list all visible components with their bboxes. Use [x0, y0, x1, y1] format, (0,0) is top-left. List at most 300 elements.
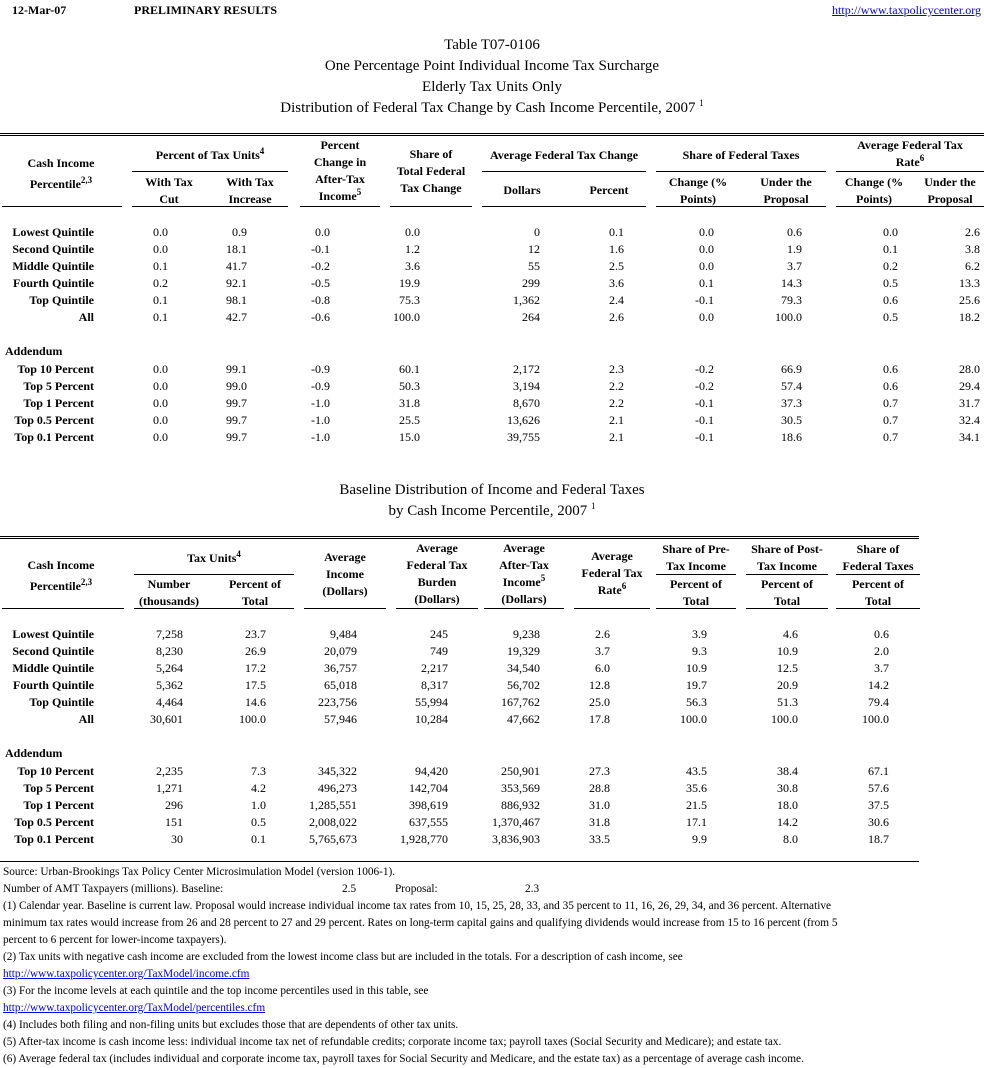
table-number: Table T07-0106: [444, 37, 540, 53]
table-cell: 33.5: [589, 832, 610, 846]
table-cell: 167,762: [501, 695, 540, 709]
table-cell: 3.9: [692, 627, 707, 641]
table-cell: 8.0: [783, 832, 798, 846]
table-cell: 0.6: [787, 225, 802, 239]
t2-rule: [134, 574, 294, 575]
table-cell: 34.1: [959, 430, 980, 444]
table-cell: 28.8: [589, 781, 610, 795]
t1-col-dollars: Dollars: [503, 183, 541, 197]
table-cell: 47,662: [507, 712, 540, 726]
table-cell: 264: [522, 310, 540, 324]
t2-rule: [574, 608, 650, 609]
t1-col-share-change-pts: Change (% Points): [668, 175, 728, 206]
table-cell: 1,362: [513, 293, 540, 307]
table-cell: 18.2: [959, 310, 980, 324]
table-cell: 43.5: [686, 764, 707, 778]
row-label: Middle Quintile: [12, 661, 94, 675]
table-cell: 3.7: [787, 259, 802, 273]
table-cell: 56,702: [507, 678, 540, 692]
table-cell: 0.1: [251, 832, 266, 846]
t2-col-cash-income: Cash Income Percentile$^{2,3}$: [27, 558, 95, 593]
table-cell: 0.1: [699, 276, 714, 290]
row-label: Top 1 Percent: [23, 396, 94, 410]
income-definition-link[interactable]: http://www.taxpolicycenter.org/TaxModel/income.cfm: [3, 968, 250, 980]
table-cell: 0.2: [153, 276, 168, 290]
row-label: Lowest Quintile: [12, 225, 94, 239]
row-label: Fourth Quintile: [12, 678, 94, 692]
table-cell: -0.6: [311, 310, 330, 324]
table-cell: 0.6: [883, 379, 898, 393]
table-cell: 250,901: [501, 764, 540, 778]
table-cell: 30,601: [150, 712, 183, 726]
t2-col-number: Number (thousands): [138, 577, 200, 608]
table-cell: 2,235: [156, 764, 183, 778]
table-cell: 3,194: [513, 379, 540, 393]
note-3: (3) For the income levels at each quintile and the top income percentiles used in this table, see: [3, 985, 429, 997]
table-cell: -0.1: [695, 396, 714, 410]
table-cell: 100.0: [239, 712, 266, 726]
table-cell: 21.5: [686, 798, 707, 812]
t1-rule: [132, 171, 288, 172]
table-cell: 57,946: [324, 712, 357, 726]
row-label: All: [78, 310, 94, 324]
table-cell: 9,238: [513, 627, 540, 641]
t2-col-share-fed-taxes: Share of Federal Taxes: [842, 542, 914, 573]
table-cell: 28.0: [959, 362, 980, 376]
table-cell: 50.3: [399, 379, 420, 393]
table-cell: 151: [165, 815, 183, 829]
table-cell: 0.7: [883, 396, 898, 410]
table-cell: 0.7: [883, 413, 898, 427]
table-cell: -0.5: [311, 276, 330, 290]
table-cell: 30.6: [868, 815, 889, 829]
t2-rule: [396, 608, 478, 609]
table-cell: 2.0: [874, 644, 889, 658]
table-cell: 0.1: [883, 242, 898, 256]
table-cell: 92.1: [226, 276, 247, 290]
table-cell: 2,217: [421, 661, 448, 675]
table-cell: 17.5: [245, 678, 266, 692]
table-cell: 0.0: [153, 379, 168, 393]
table-cell: 0.0: [153, 362, 168, 376]
table-cell: 353,569: [501, 781, 540, 795]
table-cell: 38.4: [777, 764, 798, 778]
table-cell: 17.1: [686, 815, 707, 829]
t2-col-share-post-tax: Share of Post- Tax Income: [751, 542, 823, 573]
table-cell: 25.6: [959, 293, 980, 307]
table-cell: 99.0: [226, 379, 247, 393]
table-cell: 0.1: [153, 310, 168, 324]
table-cell: -0.2: [695, 379, 714, 393]
table-cell: 37.5: [868, 798, 889, 812]
row-label: Middle Quintile: [12, 259, 94, 273]
table-cell: 8,317: [421, 678, 448, 692]
table-description: Distribution of Federal Tax Change by Cash Income Percentile, 2007 $^1$: [280, 98, 704, 116]
note-6: (6) Average federal tax (includes individual and corporate income tax, payroll taxes for Social Security and Medicare, and the estate tax) as a percentage of average cash income.: [3, 1053, 804, 1065]
table-cell: 56.3: [686, 695, 707, 709]
table-cell: 99.7: [226, 430, 247, 444]
table-cell: 67.1: [868, 764, 889, 778]
table-cell: 0.2: [883, 259, 898, 273]
t2-rule: [2, 608, 124, 609]
table-cell: 79.4: [868, 695, 889, 709]
note-4: (4) Includes both filing and non-filing units but excludes those that are dependents of other tax units.: [3, 1019, 459, 1031]
table-cell: 2.5: [609, 259, 624, 273]
table-cell: 296: [165, 798, 183, 812]
table-cell: 10.9: [686, 661, 707, 675]
table-cell: 142,704: [409, 781, 448, 795]
row-label: Top 0.5 Percent: [14, 413, 94, 427]
table-cell: 12.5: [777, 661, 798, 675]
tpc-home-link[interactable]: http://www.taxpolicycenter.org: [832, 3, 981, 17]
table-cell: 18.0: [777, 798, 798, 812]
t1-rule: [836, 171, 984, 172]
table-cell: 1,370,467: [492, 815, 540, 829]
table-cell: 0.1: [153, 293, 168, 307]
table-cell: 5,264: [156, 661, 183, 675]
table-cell: 12: [528, 242, 540, 256]
t2-rule: [836, 574, 920, 575]
row-label: All: [78, 712, 94, 726]
t2-rule: [836, 608, 920, 609]
table-cell: 496,273: [318, 781, 357, 795]
table-cell: 0.0: [153, 413, 168, 427]
table-cell: 4,464: [156, 695, 183, 709]
t1-col-share-fed-taxes: Share of Federal Taxes: [682, 148, 800, 162]
t1-col-avg-tax-rate: Average Federal Tax Rate$^6$: [857, 138, 963, 169]
row-label: Top Quintile: [29, 293, 94, 307]
table-cell: 0.0: [153, 430, 168, 444]
table-cell: 2.1: [609, 430, 624, 444]
table-cell: 1.9: [787, 242, 802, 256]
table-cell: 100.0: [862, 712, 889, 726]
table-cell: 0.0: [315, 225, 330, 239]
table-cell: -0.1: [695, 430, 714, 444]
table1-title: [0, 35, 984, 119]
t1-rule: [482, 206, 646, 207]
table-cell: 100.0: [393, 310, 420, 324]
row-label: Lowest Quintile: [12, 627, 94, 641]
table-cell: 25.0: [589, 695, 610, 709]
table-cell: 6.2: [965, 259, 980, 273]
row-label: Second Quintile: [12, 644, 94, 658]
table-subtitle: Elderly Tax Units Only: [422, 79, 562, 95]
table-cell: 19,329: [507, 644, 540, 658]
table-cell: 14.2: [868, 678, 889, 692]
table-cell: 26.9: [245, 644, 266, 658]
t1-col-share-total-change: Share of Total Federal Tax Change: [396, 147, 466, 195]
table-cell: 99.1: [226, 362, 247, 376]
report-date: 12-Mar-07: [12, 3, 67, 17]
footnotes: [3, 864, 978, 1068]
table-cell: -0.1: [311, 242, 330, 256]
table-cell: 31.0: [589, 798, 610, 812]
table-cell: 9.3: [692, 644, 707, 658]
table-cell: 30.5: [781, 413, 802, 427]
table-cell: -1.0: [311, 430, 330, 444]
table-cell: 75.3: [399, 293, 420, 307]
table-cell: 51.3: [777, 695, 798, 709]
table-cell: 1,271: [156, 781, 183, 795]
table-cell: 0.1: [153, 259, 168, 273]
table-cell: 8,230: [156, 644, 183, 658]
source-note: Source: Urban-Brookings Tax Policy Center Microsimulation Model (version 1006-1).: [3, 866, 396, 878]
table-cell: 19.7: [686, 678, 707, 692]
table-cell: 100.0: [680, 712, 707, 726]
t1-col-avg-tax-change: Average Federal Tax Change: [489, 148, 639, 162]
row-label: Top Quintile: [29, 695, 94, 709]
t2-rule: [746, 608, 828, 609]
table-cell: 0.5: [251, 815, 266, 829]
row-label: Top 0.1 Percent: [14, 832, 94, 846]
table-cell: 0.0: [153, 225, 168, 239]
t2-col-avg-burden: Average Federal Tax Burden (Dollars): [406, 541, 468, 606]
row-label: Fourth Quintile: [12, 276, 94, 290]
table-cell: 3.7: [874, 661, 889, 675]
table-cell: 0.0: [405, 225, 420, 239]
t2-col-avg-after-tax: Average After-Tax Income$^5$ (Dollars): [499, 541, 549, 606]
table-cell: 13.3: [959, 276, 980, 290]
table-cell: 0.0: [699, 225, 714, 239]
table-cell: -0.2: [695, 362, 714, 376]
row-label: Top 0.5 Percent: [14, 815, 94, 829]
table-cell: 637,555: [409, 815, 448, 829]
table-cell: 31.8: [399, 396, 420, 410]
table-cell: 2.2: [609, 396, 624, 410]
table-cell: 1,285,551: [309, 798, 357, 812]
t2-col-avg-rate: Average Federal Tax Rate$^6$: [581, 549, 643, 597]
table-cell: 8,670: [513, 396, 540, 410]
t1-rule: [2, 206, 122, 207]
table-cell: 3.6: [405, 259, 420, 273]
table-cell: 18.1: [226, 242, 247, 256]
t1-col-pct-tax-units: Percent of Tax Units$^4$: [155, 146, 265, 162]
table-cell: 60.1: [399, 362, 420, 376]
table-cell: 94,420: [415, 764, 448, 778]
t1-rule: [390, 206, 472, 207]
table-cell: 0.7: [883, 430, 898, 444]
preliminary-label: PRELIMINARY RESULTS: [134, 3, 278, 17]
table-cell: 1.6: [609, 242, 624, 256]
table-cell: -0.9: [311, 362, 330, 376]
table-cell: 345,322: [318, 764, 357, 778]
table-cell: 3.6: [609, 276, 624, 290]
t2-sub-pct-post: Percent of Total: [760, 577, 814, 608]
table-cell: 749: [430, 644, 448, 658]
table-cell: 245: [430, 627, 448, 641]
t2-col-avg-income: Average Income (Dollars): [322, 550, 368, 598]
percentiles-link[interactable]: http://www.taxpolicycenter.org/TaxModel/percentiles.cfm: [3, 1002, 266, 1014]
table-cell: 30.8: [777, 781, 798, 795]
table-cell: 55,994: [415, 695, 448, 709]
table-cell: 98.1: [226, 293, 247, 307]
t1-rule: [300, 206, 380, 207]
t1-col-percent: Percent: [589, 183, 629, 197]
table-cell: 0.9: [232, 225, 247, 239]
row-label: Top 10 Percent: [17, 764, 94, 778]
note-2: (2) Tax units with negative cash income are excluded from the lowest income class but are included in the totals. For a description of cash income, see: [3, 951, 683, 963]
row-label: Top 5 Percent: [23, 781, 94, 795]
table-cell: 0: [534, 225, 540, 239]
table-cell: 39,755: [507, 430, 540, 444]
table-cell: 15.0: [399, 430, 420, 444]
table-cell: 17.8: [589, 712, 610, 726]
table-cell: 1.2: [405, 242, 420, 256]
t2-rule: [134, 608, 294, 609]
table-cell: 3.7: [595, 644, 610, 658]
table-cell: 0.0: [699, 259, 714, 273]
table-cell: 30: [171, 832, 183, 846]
table-cell: 2.6: [595, 627, 610, 641]
t1-col-cash-income: Cash Income Percentile$^{2,3}$: [27, 156, 95, 191]
table-cell: 0.5: [883, 276, 898, 290]
t1-col-pct-change-after-tax: Percent Change in After-Tax Income$^5$: [313, 138, 367, 203]
table-cell: -0.1: [695, 293, 714, 307]
table-title: One Percentage Point Individual Income Tax Surcharge: [324, 58, 660, 74]
table-cell: 223,756: [318, 695, 357, 709]
t1-rule: [482, 171, 646, 172]
table2-bottom-rule: [0, 861, 919, 862]
table-cell: 7.3: [251, 764, 266, 778]
amt-note: Number of AMT Taxpayers (millions). Baseline: 2.5 Proposal: 2.3: [3, 883, 540, 895]
table-cell: 100.0: [775, 310, 802, 324]
table-cell: 27.3: [589, 764, 610, 778]
table-cell: 13,626: [507, 413, 540, 427]
table-cell: 2.1: [609, 413, 624, 427]
t1-rule: [836, 206, 984, 207]
table-cell: 19.9: [399, 276, 420, 290]
table-cell: 55: [528, 259, 540, 273]
t2-rule: [656, 574, 736, 575]
table-cell: 0.0: [153, 242, 168, 256]
table-cell: 9.9: [692, 832, 707, 846]
table-cell: 20.9: [777, 678, 798, 692]
table-cell: -0.2: [311, 259, 330, 273]
table-cell: 0.6: [874, 627, 889, 641]
t1-col-with-tax-cut: With Tax Cut: [145, 175, 193, 206]
table-cell: 0.0: [699, 242, 714, 256]
table-cell: 299: [522, 276, 540, 290]
t2-col-pct-total: Percent of Total: [228, 577, 282, 608]
table2-title: Baseline Distribution of Income and Federal Taxes by Cash Income Percentile, 2007 $^1$: [339, 482, 645, 519]
t2-sub-pct-pre: Percent of Total: [669, 577, 723, 608]
table-cell: 79.3: [781, 293, 802, 307]
table2-top-rule: [0, 536, 919, 539]
table-cell: 3.8: [965, 242, 980, 256]
t2-rule: [746, 574, 828, 575]
t2-rule: [484, 608, 564, 609]
table-cell: 0.0: [699, 310, 714, 324]
t2-col-tax-units: Tax Units$^4$: [187, 549, 241, 565]
table-cell: 41.7: [226, 259, 247, 273]
table-cell: 31.7: [959, 396, 980, 410]
row-label: Top 5 Percent: [23, 379, 94, 393]
table-cell: 17.2: [245, 661, 266, 675]
table-cell: 0.0: [883, 225, 898, 239]
row-label: Top 0.1 Percent: [14, 430, 94, 444]
t2-rule: [304, 608, 386, 609]
table-cell: 9,484: [330, 627, 357, 641]
table-cell: 10,284: [415, 712, 448, 726]
table-cell: 23.7: [245, 627, 266, 641]
t1-addendum-label: Addendum: [5, 344, 63, 358]
table-cell: 31.8: [589, 815, 610, 829]
table-cell: 0.1: [609, 225, 624, 239]
table-cell: 57.6: [868, 781, 889, 795]
table-cell: 7,258: [156, 627, 183, 641]
row-label: Second Quintile: [12, 242, 94, 256]
table-cell: 398,619: [409, 798, 448, 812]
note-1: (1) Calendar year. Baseline is current law. Proposal would increase individual income tax rates from 10, 15, 25, 28, 33, and 35 percent to 11, 16, 26, 29, 34, and 36 percent. Alternative minimum tax rates would increase from 26 and 28 percent to 27 and 29 percent. Rates on long-term capital gains and qualifying dividends would increase from 15 to 16 percent (from 5 percent to 6 percent for lower-income taxpayers).: [3, 900, 838, 946]
table-cell: 2.2: [609, 379, 624, 393]
table-cell: 1,928,770: [400, 832, 448, 846]
table-cell: 4.2: [251, 781, 266, 795]
table-cell: 34,540: [507, 661, 540, 675]
t2-col-share-pre-tax: Share of Pre- Tax Income: [662, 542, 730, 573]
table-cell: 57.4: [781, 379, 802, 393]
table-cell: 99.7: [226, 413, 247, 427]
table-cell: 100.0: [771, 712, 798, 726]
table-cell: 5,362: [156, 678, 183, 692]
t1-col-rate-change-pts: Change (% Points): [844, 175, 904, 206]
table-cell: 35.6: [686, 781, 707, 795]
table-cell: 2,008,022: [309, 815, 357, 829]
table-cell: 99.7: [226, 396, 247, 410]
table-cell: 0.6: [883, 293, 898, 307]
table-cell: 2.6: [609, 310, 624, 324]
table-cell: 14.6: [245, 695, 266, 709]
table-cell: 2.3: [609, 362, 624, 376]
table-cell: 36,757: [324, 661, 357, 675]
table1-top-rule: [0, 133, 984, 136]
table-cell: 20,079: [324, 644, 357, 658]
table-cell: 10.9: [777, 644, 798, 658]
table-cell: 32.4: [959, 413, 980, 427]
note-5: (5) After-tax income is cash income less: individual income tax net of refundable credits; corporate income tax; payroll taxes (Social Security and Medicare); and estate tax.: [3, 1036, 782, 1048]
t1-col-rate-under-proposal: Under the Proposal: [924, 175, 976, 206]
top-bar: [0, 3, 984, 19]
t1-rule: [656, 206, 826, 207]
table-cell: -0.1: [695, 413, 714, 427]
table-cell: 886,932: [501, 798, 540, 812]
t2-rule: [656, 608, 736, 609]
t2-sub-pct-fed: Percent of Total: [851, 577, 905, 608]
row-label: Top 10 Percent: [17, 362, 94, 376]
table-cell: 25.5: [399, 413, 420, 427]
t2-addendum-label: Addendum: [5, 746, 63, 760]
table-cell: -0.8: [311, 293, 330, 307]
table-cell: 3,836,903: [492, 832, 540, 846]
table-cell: 2,172: [513, 362, 540, 376]
table-cell: -0.9: [311, 379, 330, 393]
table-cell: 12.8: [589, 678, 610, 692]
table-cell: -1.0: [311, 413, 330, 427]
t1-col-share-under-proposal: Under the Proposal: [760, 175, 812, 206]
table-cell: 37.3: [781, 396, 802, 410]
table-cell: 18.6: [781, 430, 802, 444]
table-cell: 14.3: [781, 276, 802, 290]
t1-rule: [132, 206, 288, 207]
table-cell: 1.0: [251, 798, 266, 812]
table-cell: 66.9: [781, 362, 802, 376]
table-cell: 4.6: [783, 627, 798, 641]
table-cell: 0.5: [883, 310, 898, 324]
table-cell: 6.0: [595, 661, 610, 675]
table-cell: 29.4: [959, 379, 980, 393]
table-cell: 18.7: [868, 832, 889, 846]
table-cell: 65,018: [324, 678, 357, 692]
table-cell: 2.4: [609, 293, 624, 307]
